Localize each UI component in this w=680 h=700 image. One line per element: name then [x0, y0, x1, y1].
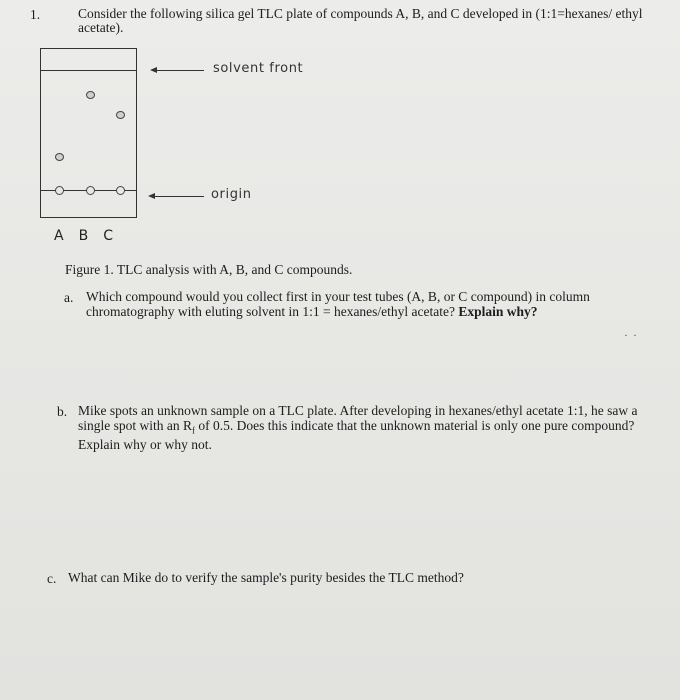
part-b-text-1: Mike spots an unknown sample on a TLC plate. After developing in hexanes/ethyl acetate 1:1, he saw a single spot with an R: [78, 403, 638, 433]
part-b-text-2: of 0.5. Does this indicate that the unknown material is only one pure compound? Explain why or why not.: [78, 417, 635, 452]
part-c-question: What can Mike do to verify the sample's purity besides the TLC method?: [68, 570, 464, 585]
lane-label-b: B: [78, 228, 90, 244]
question-number: 1.: [30, 7, 41, 22]
solvent-front-line: [41, 70, 136, 71]
origin-spot-c: [116, 186, 125, 195]
stray-marks: · ·: [624, 328, 638, 342]
origin-spot-a: [55, 186, 64, 195]
part-a-question: [86, 290, 634, 319]
part-b-letter: b.: [57, 404, 68, 419]
part-a-letter: a.: [64, 290, 74, 305]
part-a-bold: Explain why?: [458, 303, 538, 319]
spot-c: [116, 111, 125, 119]
lane-labels: [54, 228, 128, 244]
lane-label-a: A: [54, 228, 65, 244]
part-b-question: [78, 404, 648, 452]
spot-b: [86, 91, 95, 99]
figure-caption: Figure 1. TLC analysis with A, B, and C compounds.: [65, 262, 353, 277]
part-a-text: Which compound would you collect first in your test tubes (A, B, or C compound) in column chromatography with eluting solvent in 1:1 = hexanes/ethyl acetate?: [86, 289, 590, 319]
lane-label-c: C: [103, 228, 114, 244]
origin-arrow: [154, 196, 204, 197]
origin-label: origin: [211, 187, 252, 202]
solvent-front-label: solvent front: [213, 61, 304, 76]
question-intro: Consider the following silica gel TLC plate of compounds A, B, and C developed in (1:1=hexanes/ ethyl acetate).: [78, 6, 643, 35]
part-b-subscript: f: [192, 425, 195, 436]
solvent-front-arrow: [156, 70, 204, 71]
spot-a: [55, 153, 64, 161]
origin-spot-b: [86, 186, 95, 195]
part-c-letter: c.: [47, 571, 57, 586]
